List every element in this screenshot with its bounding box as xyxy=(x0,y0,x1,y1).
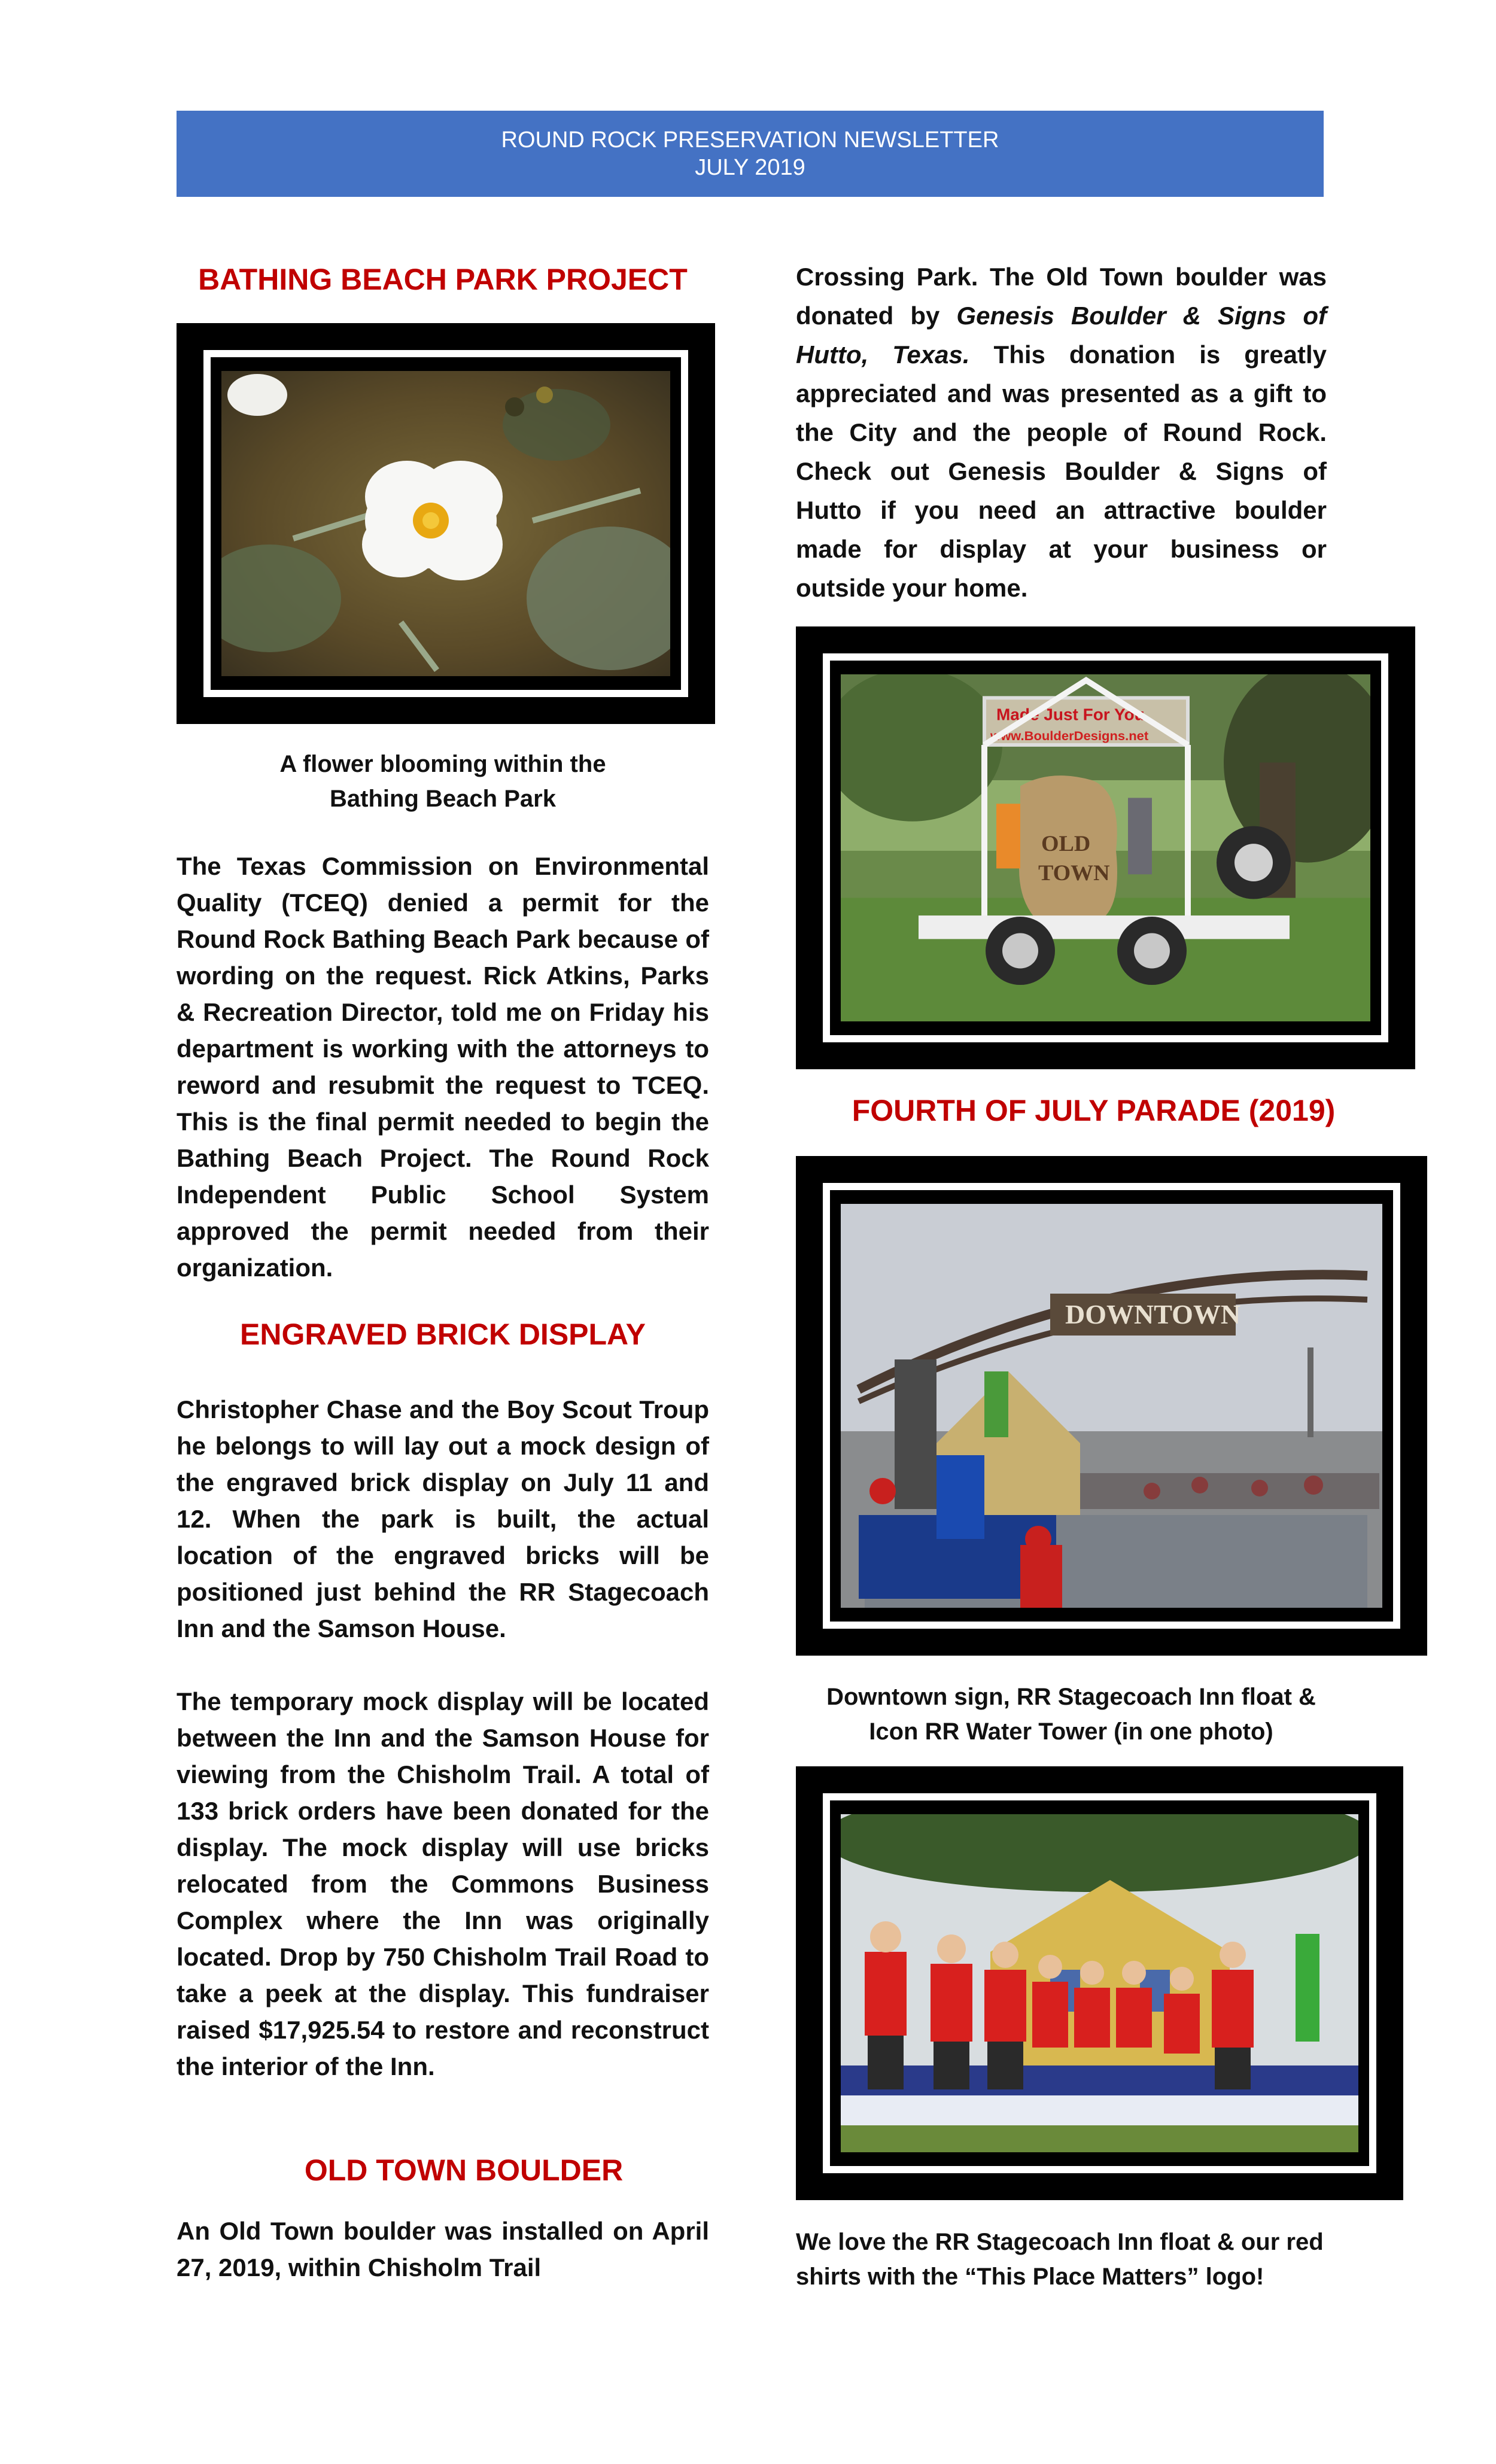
flower-caption-line1: A flower blooming within the xyxy=(279,751,606,777)
boulder-body-left xyxy=(177,2213,709,2286)
brick-body-2 xyxy=(177,1683,709,2085)
boulder-photo-site: www.BoulderDesigns.net xyxy=(990,728,1149,744)
bathing-beach-paragraph: The Texas Commission on Environmental Quality (TCEQ) denied a permit for the Round Rock Bathing Beach Park because of wording on the request. Rick Atkins, Parks & Recreation Director, told me on Friday his department is working with the attorneys to reword and resubmit the request to TCEQ. This is the final permit needed to begin the Bathing Beach Project. The Round Rock Independent Public School System approved the permit needed from their organization. xyxy=(177,852,709,1282)
boulder-photo-frame xyxy=(796,626,1415,1069)
newsletter-date: JULY 2019 xyxy=(695,155,805,180)
group-caption-line1: We love the RR Stagecoach Inn float & our red xyxy=(796,2229,1324,2255)
heading-engraved-brick: ENGRAVED BRICK DISPLAY xyxy=(240,1318,646,1351)
flower-caption xyxy=(177,747,709,816)
newsletter-banner xyxy=(177,111,1324,197)
brick-body-1 xyxy=(177,1391,709,1647)
bathing-beach-body xyxy=(177,848,709,1286)
group-photo-frame xyxy=(796,1766,1403,2200)
downtown-photo xyxy=(841,1204,1382,1608)
downtown-photo-frame xyxy=(796,1156,1427,1656)
boulder-photo-rock-line1: OLD xyxy=(1041,831,1091,856)
downtown-caption-line2: Icon RR Water Tower (in one photo) xyxy=(869,1718,1273,1745)
group-photo xyxy=(841,1814,1358,2152)
newsletter-title: ROUND ROCK PRESERVATION NEWSLETTER xyxy=(501,127,999,153)
boulder-body-right xyxy=(796,257,1327,607)
group-caption-line2: shirts with the “This Place Matters” logo! xyxy=(796,2264,1264,2290)
boulder-photo-rock-line2: TOWN xyxy=(1038,860,1110,886)
brick-paragraph-2: The temporary mock display will be located between the Inn and the Samson House for viewing from the Chisholm Trail. A total of 133 brick orders have been donated for the display. The mock display will use bricks relocated from the Commons Business Complex where the Inn was originally located. Drop by 750 Chisholm Trail Road to take a peek at the display. This fundraiser raised $17,925.54 to restore and reconstruct the interior of the Inn. xyxy=(177,1687,709,2080)
heading-old-town-boulder: OLD TOWN BOULDER xyxy=(304,2153,624,2187)
boulder-paragraph-right xyxy=(796,257,1327,607)
downtown-caption-line1: Downtown sign, RR Stagecoach Inn float & xyxy=(826,1684,1316,1710)
heading-fourth-of-july: FOURTH OF JULY PARADE (2019) xyxy=(852,1094,1336,1127)
downtown-caption xyxy=(796,1680,1346,1749)
boulder-photo-sign: Made Just For You xyxy=(996,705,1145,724)
flower-photo-frame xyxy=(177,323,715,724)
boulder-donor-name: Genesis Boulder & Signs of Hutto, Texas. xyxy=(796,302,1327,369)
flower-photo xyxy=(221,371,670,676)
brick-paragraph-1: Christopher Chase and the Boy Scout Troup he belongs to will lay out a mock design of the engraved brick display on July 11 and 12. When the park is built, the actual location of the engraved bricks will be positioned just behind the RR Stagecoach Inn and the Samson House. xyxy=(177,1395,709,1642)
boulder-text-b: This donation is greatly appreciated and was presented as a gift to the City and the people of Round Rock. Check out Genesis Boulder & Signs of Hutto if you need an attractive boulder made for display at your business or outside your home. xyxy=(796,340,1327,602)
heading-bathing-beach: BATHING BEACH PARK PROJECT xyxy=(198,263,688,296)
flower-caption-line2: Bathing Beach Park xyxy=(330,786,556,812)
downtown-photo-sign: DOWNTOWN xyxy=(1065,1299,1241,1330)
boulder-photo xyxy=(841,674,1370,1021)
boulder-paragraph-left: An Old Town boulder was installed on April 27, 2019, within Chisholm Trail xyxy=(177,2217,709,2282)
boulder-text-a: Crossing Park. The Old Town boulder was donated by xyxy=(796,263,1327,330)
group-caption xyxy=(796,2225,1334,2294)
